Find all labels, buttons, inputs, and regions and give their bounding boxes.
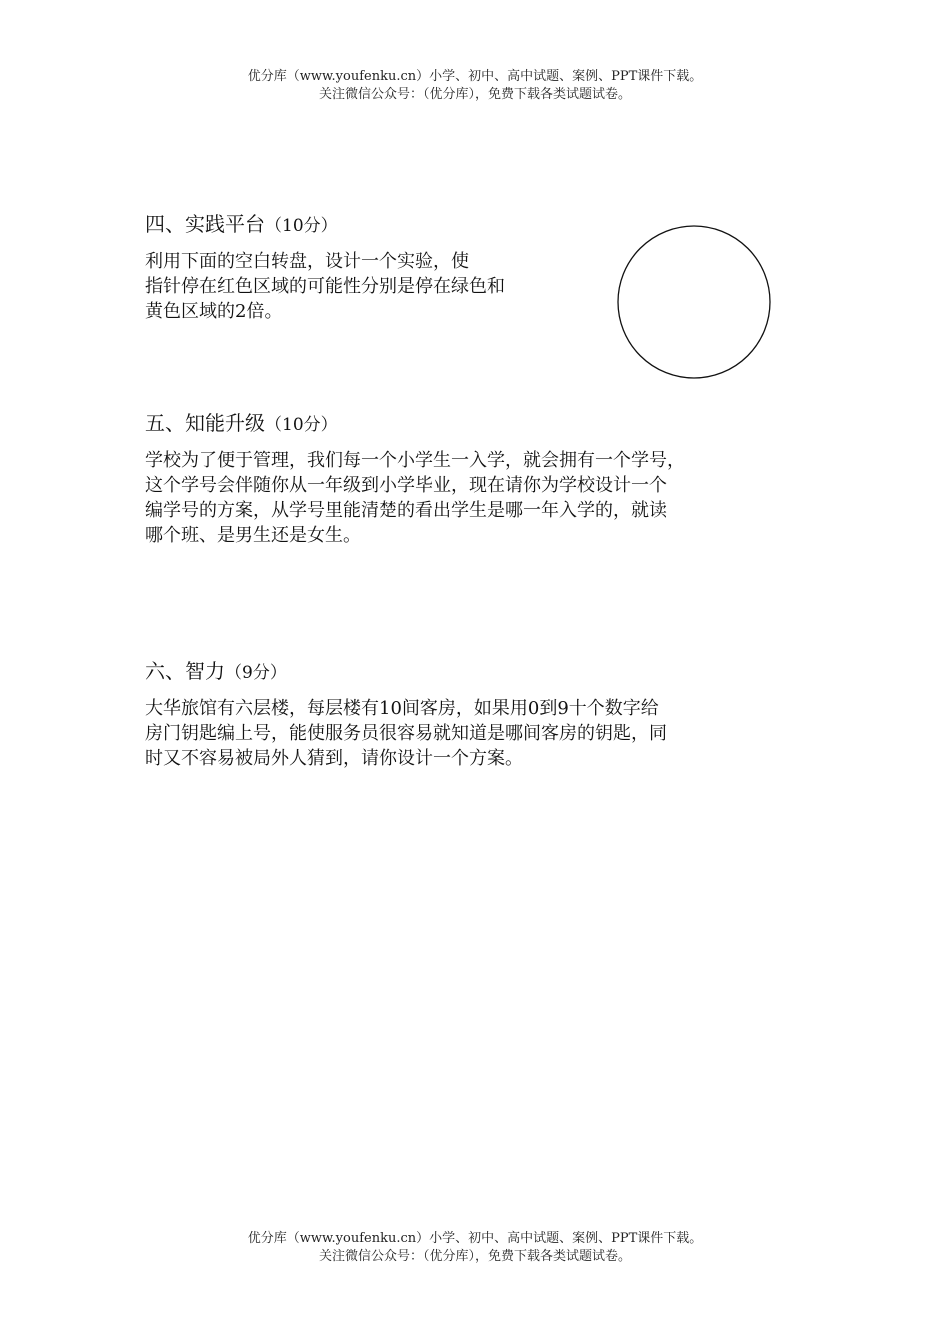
section-body: 学校为了便于管理，我们每一个小学生一入学，就会拥有一个学号， 这个学号会伴随你从一年级到小学毕业，现在请你为学校设计一个 编学号的方案，从学号里能清楚的看出学生是哪一年入学的，就读 哪个班、是男生还是女生。: [145, 450, 685, 546]
footer-line-2: 关注微信公众号：（优分库），免费下载各类试题试卷。: [318, 1249, 631, 1264]
section-score: （9分）: [225, 663, 287, 683]
section-title-text: 五、知能升级: [145, 411, 265, 435]
section-title-text: 四、实践平台: [145, 212, 265, 236]
section-score: （10分）: [265, 216, 338, 236]
section-title-text: 六、智力: [145, 659, 225, 683]
page-header: [0, 68, 950, 104]
footer-line-1: 优分库（www.youfenku.cn）小学、初中、高中试题、案例、PPT课件下载。: [247, 1231, 703, 1246]
section-intelligence: [145, 658, 825, 771]
blank-spinner-circle: [617, 225, 771, 379]
page-footer: [0, 1230, 950, 1266]
section-score: （10分）: [265, 415, 338, 435]
section-title: [145, 410, 825, 438]
section-title: [145, 658, 825, 686]
header-line-2: 关注微信公众号：（优分库），免费下载各类试题试卷。: [318, 87, 631, 102]
section-body: 大华旅馆有六层楼，每层楼有10间客房，如果用0到9十个数字给 房门钥匙编上号，能使服务员很容易就知道是哪间客房的钥匙，同 时又不容易被局外人猜到，请你设计一个方案。: [145, 698, 667, 769]
section-knowledge-upgrade: [145, 410, 825, 548]
section-title: [145, 211, 605, 239]
section-body: 利用下面的空白转盘，设计一个实验，使 指针停在红色区域的可能性分别是停在绿色和 黄色区域的2倍。: [145, 251, 505, 322]
section-practice-platform: [145, 211, 605, 324]
header-line-1: 优分库（www.youfenku.cn）小学、初中、高中试题、案例、PPT课件下载。: [247, 69, 703, 84]
